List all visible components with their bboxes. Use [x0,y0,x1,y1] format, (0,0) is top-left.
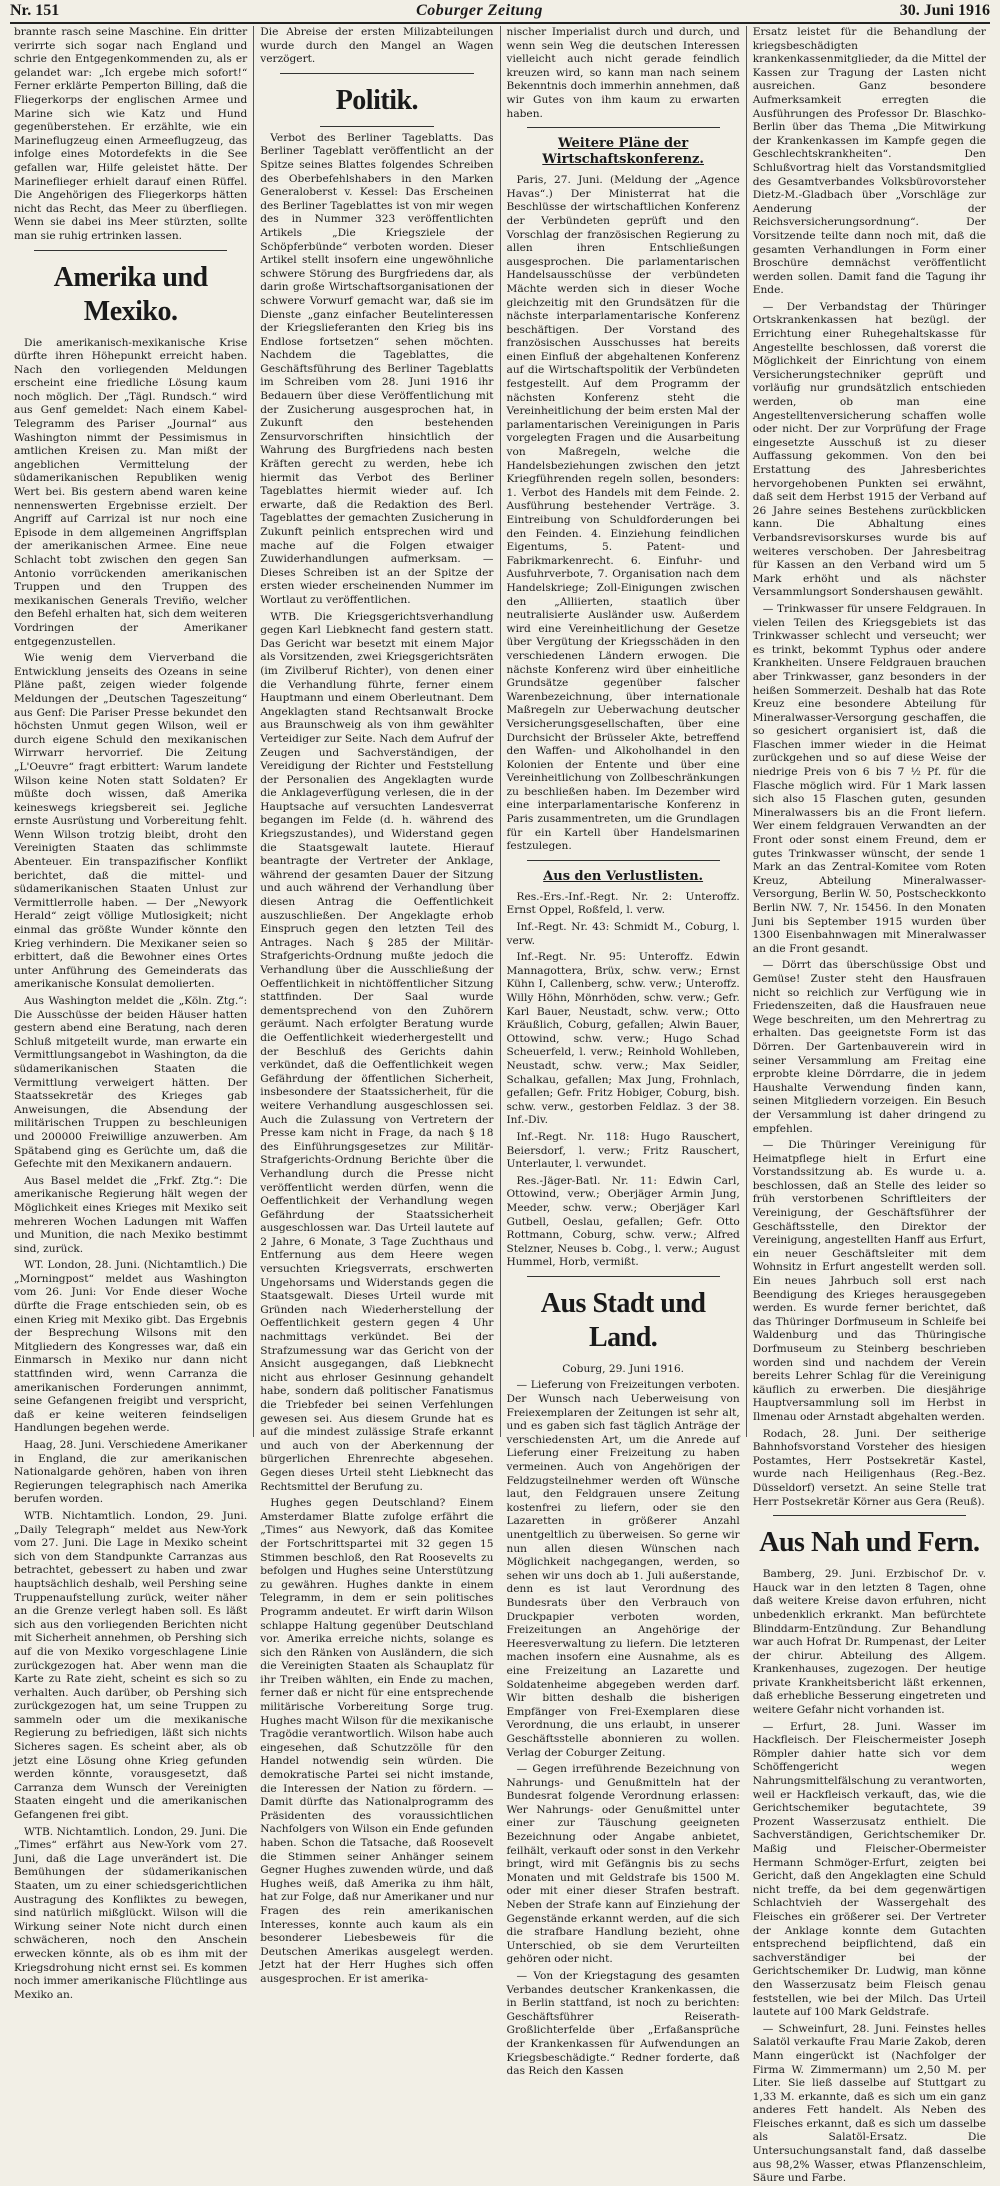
article-paragraph: — Trinkwasser für unsere Feldgrauen. In vielen Teilen des Kriegsgebiets ist das Trinkwasser schlecht und verseucht; wer es trinkt, bekommt Typhus oder andere Krankheiten. Unsere Feldgrauen brauchen aber Trinkwasser, ganz besonders in der heißen Sommerzeit. Deshalb hat das Rote Kreuz eine besondere Abteilung für Mineralwasser-Versorgung geschaffen, die so gesichert organisiert ist, daß die Flaschen immer wieder in die Heimat zurückgehen und so auf diese Weise der niedrige Preis von 6 bis 7 ½ Pf. für die Flasche möglich wird. Für 1 Mark lassen sich also 15 Flaschen guten, gesunden Mineralwassers bis an die Front liefern. Wer einem feldgrauen Verwandten an der Front oder sonst einem Freund, dem er gutes Trinkwasser wünscht, der sende 1 Mark an das Zentral-Komitee vom Roten Kreuz, Abteilung Mineralwasser-Versorgung, Berlin W. 50, Postscheckkonto Berlin NW. 7, Nr. 15456. In den Monaten Juni bis September 1915 wurden über 1300 Eisenbahnwagen mit Mineralwasser an die Front gesandt. [752,602,986,955]
article-paragraph: Aus Washington meldet die „Köln. Ztg.“: Die Ausschüsse der beiden Häuser hatten gestern abend eine Beratung, nach deren Schluß mitgeteilt wurde, man erwarte ein Vermittlungsangebot in Washington, da die südamerikanischen Staaten die Vermittlung verweigert hätten. Der Staatssekretär des Krieges gab Anweisungen, die Absendung der militärischen Truppen zu beschleunigen und 200000 Freiwillige anzuwerben. Am Spätabend ging es Gerüchte um, daß die Gefechte mit den Mexikanern andauern. [14,995,248,1171]
column-4 [747,26,992,2185]
section-heading-stadt-und-land: Aus Stadt und Land. [540,1287,706,1353]
article-paragraph: Rodach, 28. Juni. Der seitherige Bahnhofsvorstand Vorsteher des hiesigen Postamtes, Herr Postsekretär Kastel, wurde nach Heiligenhaus (Reg.-Bez. Düsseldorf) versetzt. An seine Stelle trat Herr Postsekretär Körner aus Gera (Reuß). [752,1427,986,1508]
section-heading-politik: Politik. [335,84,419,116]
divider [527,1276,720,1277]
article-paragraph: Hughes gegen Deutschland? Einem Amsterdamer Blatte zufolge erfährt die „Times“ aus Newyork, daß das Komitee der Fortschrittspartei mit 32 gegen 15 Stimmen beschloß, den Rat Roosevelts zu befolgen und Hughes seine Unterstützung zu gewähren. Hughes dankte in einem Telegramm, in dem er sein politisches Programm andeutet. Er wirft darin Wilson schlappe Haltung gegenüber Deutschland vor. Amerika erreiche nichts, solange es sich den Ränken von Ausländern, die sich die Vereinigten Staaten als Schauplatz für ihr Treiben wählten, ein Ende zu machen, ferner daß er nicht für eine entsprechende militärische Vorbereitung Sorge trug. Hughes macht Wilson für die mexikanische Tragödie verantwortlich. Wilson habe auch eingesehen, daß Schutzzölle für den Handel notwendig sein würden. Die demokratische Partei sei nicht imstande, die Interessen der Nation zu fördern. — Damit dürfte das Nationalprogramm des Präsidenten des voraussichtlichen Nachfolgers von Wilson ein Ende gefunden haben. Schon die Tatsache, daß Roosevelt die Stimmen seiner Anhänger seinem Gegner Hughes zuwenden würde, und daß Hughes weiß, daß Amerika zu ihm hält, hat zur Folge, daß nur Amerikaner und nur Fragen des rein amerikanischen Interesses, konnte auch kaum als ein besonderer Liebesbeweis für die Deutschen Amerikas ausgelegt werden. Jetzt hat der Herr Hughes sich offen ausgesprochen. Er ist amerika- [260,1497,494,1985]
article-paragraph: Verbot des Berliner Tageblatts. Das Berliner Tageblatt veröffentlicht an der Spitze seines Blattes folgendes Schreiben des Oberbefehlshabers in den Marken Generaloberst v. Kessel: Das Erscheinen des Berliner Tageblattes ist von mir wegen des in Nummer 323 veröffentlichten Artikels „Die Kriegsziele der Schöpferbünde“ verboten worden. Dieser Artikel stellt insofern eine ungewöhnliche schwere Störung des Burgfriedens dar, als darin große Wirtschaftsorganisationen der schwere Vorwurf gemacht war, daß sie im Dienste „ganz einfacher Beutelinteressen der Kriegslieferanten den Krieg bis ins Endlose fortsetzen“ sehen möchten. Nachdem die Tageblattes, die Geschäftsführung des Berliner Tageblatts im Schreiben vom 28. Juni 1916 ihr Bedauern über diese Veröffentlichung mit der Zusicherung ausgesprochen hat, in Zukunft den bestehenden Zensurvorschriften hinsichtlich der Wahrung des Burgfriedens nach besten Kräften gerecht zu werden, hebe ich hiermit das Verbot des Berliner Tageblattes hiermit wieder auf. Ich erwarte, daß die Redaktion des Berl. Tageblattes der gemachten Zusicherung in Zukunft peinlich entsprechen wird und mache auf die Folgen etwaiger Zuwiderhandlungen aufmerksam. — Dieses Schreiben ist an der Spitze der ersten wieder erscheinenden Nummer im Wortlaut zu veröffentlichen. [260,131,494,606]
dateline: Coburg, 29. Juni 1916. [562,1362,685,1375]
list-item: Inf.-Regt. Nr. 95: Unteroffz. Edwin Mannagottera, Brüx, schw. verw.; Ernst Kühn I, Callenberg, schw. verw.; Unteroffz. Willy Höhn, Mönrhöden, schw. verw.; Gefr. Karl Bauer, Neustadt, schw. verw.; Otto Kräußlich, Coburg, gefallen; Alwin Bauer, Ottowind, schw. verw.; Hugo Schad Scheuerfeld, l. verw.; Reinhold Wohlleben, Neustadt, schw. verw.; Max Seidler, Schalkau, gefallen; Max Jung, Frohnlach, gefallen; Gefr. Fritz Hobiger, Coburg, bish. schw. verw., gestorben Feldlaz. 3 der 38. Inf.-Div. [506,951,740,1127]
article-paragraph: — Von der Kriegstagung des gesamten Verbandes deutscher Krankenkassen, die in Berlin stattfand, ist noch zu berichten: Geschäftsführer Reiserath-Großlichterfelde über „Erfaßansprüche der Krankenkassen für Aufwendungen an Kriegsbeschädigte.“ Redner forderte, daß das Reich den Kassen [506,1970,740,2078]
article-paragraph: — Lieferung von Freizeitungen verboten. Der Wunsch nach Ueberweisung von Freiexemplaren der Zeitungen ist sehr alt, und es gaben sich fast täglich Anträge der verschiedensten Art, um die Anrede auf Lieferung einer Freizeitung zu haben vermeinen. Auch von Angehörigen der Feldzugsteilnehmer werden oft Wünsche laut, den Feldgrauen unsere Zeitung kostenfrei zu liefern, oder sie den Lazaretten in größerer Anzahl unentgeltlich zu überweisen. So gerne wir nun allen diesen Wünschen nach Möglichkeit nachgegangen, werden, so sehen wir uns doch ab 1. Juli außerstande, denn es ist laut Verordnung des Bundesrats über den Verbrauch von Druckpapier verboten worden, Freizeitungen an Angehörige der Heeresverwaltung zu liefern. Die letzteren machen insofern eine Ausnahme, als es eine Freizeitung an Lazarette und Soldatenheime abgegeben werden darf. Wir bitten deshalb die bisherigen Empfänger von Frei-Exemplaren diese Verordnung, die uns erlaubt, in unserer Geschäftsstelle abonnieren zu wollen. Verlag der Coburger Zeitung. [506,1379,740,1759]
list-item: Inf.-Regt. Nr. 43: Schmidt M., Coburg, l. verw. [506,921,740,947]
divider [280,73,473,74]
divider [320,126,433,127]
article-paragraph: — Gegen irreführende Bezeichnung von Nahrungs- und Genußmitteln hat der Bundesrat folgende Verordnung erlassen: Wer Nahrungs- oder Genußmittel unter einer zur Täuschung geeigneten Bezeichnung oder Angabe anbietet, feilhält, verkauft oder sonst in den Verkehr bringt, wird mit Gefängnis bis zu sechs Monaten und mit Geldstrafe bis 1500 M. oder mit einer dieser Strafen bestraft. Neben der Strafe kann auf Einziehung der Gegenstände erkannt werden, auf die sich die strafbare Handlung bezieht, ohne Unterschied, ob sie dem Verurteilten gehören oder nicht. [506,1763,740,1966]
article-paragraph: brannte rasch seine Maschine. Ein dritter verirrte sich sogar nach England und schrie den Entgegenkommenden zu, als er gelandet war: „Ich ergebe mich sofort!“ Ferner erklärte Pemperton Billing, daß die Fliegerkorps der englischen Armee und Marine sich wie Katz und Hund gegenüberstehen. Er erzählte, wie ein Marineflugzeug einen Armeeflugzeug, das infolge eines Motordefekts in die See gefallen war, Hilfe geleistet hätte. Der Marineflieger erhielt darauf einen Rüffel. Die Angehörigen des Fliegerkorps hätten nicht das Recht, das Meer zu überfliegen. Wenn sie dabei ins Meer stürzten, sollte man sie ruhig ertrinken lassen. [14,26,248,242]
article-paragraph: WT. London, 28. Juni. (Nichtamtlich.) Die „Morningpost“ meldet aus Washington vom 26. Juni: Vor Ende dieser Woche dürfte die Frage entschieden sein, ob es einen Krieg mit Mexiko gibt. Das Ergebnis der Besprechung Wilsons mit den Mitgliedern des Kongresses war, daß ein Einmarsch in Mexiko nur dann nicht stattfinden wird, wenn Carranza die amerikanischen Forderungen annimmt, seine Gefangenen freigibt und verspricht, daß er keine weiteren feindseligen Handlungen begehen werde. [14,1259,248,1435]
section-heading-wirtschaftskonferenz: Weitere Pläne der Wirtschaftskonferenz. [542,136,704,168]
divider [527,127,720,128]
list-item: Res.-Ers.-Inf.-Regt. Nr. 2: Unteroffz. Ernst Oppel, Roßfeld, l. verw. [506,890,740,917]
section-heading-nah-und-fern: Aus Nah und Fern. [759,1527,980,1559]
list-item: Res.-Jäger-Batl. Nr. 11: Edwin Carl, Ottowind, verw.; Oberjäger Armin Jung, Meeder, schw. verw.; Oberjäger Karl Gutbell, Oeslau, gefallen; Gefr. Otto Rottmann, Coburg, schw. verw.; Alfred Stelzner, Neuses b. Cobg., l. verw.; August Hummel, Horb, vermißt. [506,1174,740,1269]
article-paragraph: — Schweinfurt, 28. Juni. Feinstes helles Salatöl verkaufte Frau Marie Zakob, deren Mann eingerückt ist (Nachfolger der Firma W. Zimmermann) um 2,50 M. per Liter. Sie ließ dasselbe auf Stuttgart zu 1,33 M. erkannte, daß es sich um ein ganz anderes Fett handelt. Als Neben des Fleisches erkannt, daß es sich um dasselbe als Salatöl-Ersatz. Die Untersuchungsanstalt fand, daß dasselbe aus 98,2% Wasser, etwas Pflanzenschleim, Säure und Farbe. [752,2022,986,2185]
columns [8,26,992,2185]
issue-date: 30. Juni 1916 [899,2,990,19]
article-paragraph: — Dörrt das überschüssige Obst und Gemüse! Zuster steht den Hausfrauen nicht so reichlich zur Verfügung wie in Friedenszeiten, daß die Hausfrauen neue Wege beschreiten, um den Mehrertrag zu erhalten. Das geeignetste Form ist das Dörren. Der Gartenbauverein wird in seiner Versammlung am Freitag eine erprobte kleine Dörrdarre, die in jedem Haushalte Verwendung finden kann, seinen Mitgliedern vorzeigen. Ein Besuch der Versammlung ist daher dringend zu empfehlen. [752,959,986,1135]
column-3 [501,26,747,2078]
divider [34,250,227,251]
article-paragraph: — Der Verbandstag der Thüringer Ortskrankenkassen hat bezügl. der Errichtung einer Ruhegehaltskasse für Angestellte beschlossen, daß vorerst die Möglichkeit der Einrichtung von einem Versicherungstechniker geprüft und vorläufig nur grundsätzlich entschieden werden, ob man eine Angestelltenversicherung schaffen wolle oder nicht. Der zur Vorprüfung der Frage eingesetzte Ausschuß ist zu dieser Auffassung gekommen. Von den bei Erstattung des Jahresberichtes hervorgehobenen Punkten sei erwähnt, daß seit dem Herbst 1915 der Verband auf 26 Jahre seines Bestehens zurückblicken kann. Die Abhaltung eines Verbandsrevisorskurses wurde bis auf weiteres verschoben. Der Jahresbeitrag für Kassen an den Verband wird um 5 Mark erhöht und als nächster Versammlungsort Sondershausen gewählt. [752,300,986,599]
article-paragraph: WTB. Nichtamtlich. London, 29. Juni. „Daily Telegraph“ meldet aus New-York vom 27. Juni. Die Lage in Mexiko scheint sich von dem Standpunkte Carranzas aus betrachtet, gebessert zu haben und zwar hauptsächlich deshalb, weil Pershing seine Truppenaufstellung zurück, weiter näher an die Grenze verlegt haben soll. Es läßt sich aus den vorliegenden Berichten nicht mit Sicherheit annehmen, ob Pershing sich auf die von Mexiko vorgeschlagene Linie zurückgezogen hat. Aber wenn man die Karte zu Rate zieht, scheint es sich so zu verhalten. Auch darüber, ob Pershing sich zurückgezogen hat, um seine Truppen zu sammeln oder um die mexikanische Regierung zu befriedigen, läßt sich nichts Sicheres sagen. Es scheint aber, als ob jetzt eine Lösung ohne Krieg gefunden werden könnte, vorausgesetzt, daß Carranza dem Wunsch der Vereinigten Staaten eingeht und die amerikanischen Gefangenen frei gibt. [14,1509,248,1822]
article-paragraph: — Die Thüringer Vereinigung für Heimatpflege hielt in Erfurt eine Vorstandssitzung ab. Es wurde u. a. beschlossen, daß an Stelle des leider so früh verstorbenen Schriftleiters der Vereinigung, der Geschäftsführer der Geschäftsstelle, den Direktor der Vereinigung, angestellten Hanff aus Erfurt, ein neuer Geschäftsleiter mit dem Wohnsitz in Erfurt angestellt werden soll. Ein neues Jahrbuch soll erst nach Beendigung des Krieges herausgegeben werden. Es wurde ferner berichtet, daß das Thüringer Dorfmuseum in Schleife bei Waldenburg und das Thüringische Dorfmuseum zu Steinberg beschrieben worden sind und nachdem der Verein bereits Lehrer Schlag für die Vereinigung käuflich zu erwerben. Die diesjährige Hauptversammlung soll im Herbst in Ilmenau oder Arnstadt abgehalten werden. [752,1139,986,1423]
article-paragraph: nischer Imperialist durch und durch, und wenn sein Weg die deutschen Interessen vielleicht auch nicht gerade feindlich kreuzen wird, so kann man nach seinem Bekenntnis doch immerhin annehmen, daß wir Gutes von ihm kaum zu erwarten haben. [506,26,740,120]
article-paragraph: Aus Basel meldet die „Frkf. Ztg.“: Die amerikanische Regierung hält wegen der Möglichkeit eines Krieges mit Mexiko seit mehreren Wochen Ladungen mit Waffen und Munition, die nach Mexiko bestimmt sind, zurück. [14,1174,248,1255]
divider [527,860,720,861]
issue-number: Nr. 151 [10,2,60,19]
list-item: Inf.-Regt. Nr. 118: Hugo Rauschert, Beiersdorf, l. verw.; Fritz Rauschert, Unterlauter, l. verwundet. [506,1130,740,1171]
section-heading-amerika: Amerika und Mexiko. [53,261,208,327]
article-paragraph: WTB. Die Kriegsgerichtsverhandlung gegen Karl Liebknecht fand gestern statt. Das Gericht war besetzt mit einem Major als Vorsitzenden, zwei Kriegsgerichtsräten (im Zivilberuf Richter), von denen einer die Verhandlung führte, ferner einem Hauptmann und einem Oberleutnant. Dem Angeklagten stand Rechtsanwalt Brocke aus Braunschweig als von ihm gewählter Verteidiger zur Seite. Nach dem Aufruf der Zeugen und Sachverständigen, der Vereidigung der Richter und Feststellung der Personalien des Angeklagten wurde die Anklageverfügung verlesen, die in der Hauptsache auf versuchten Landesverrat begangen im Felde (d. h. während des Kriegszustandes), und Widerstand gegen die Staatsgewalt lautete. Hierauf beantragte der Vertreter der Anklage, während der gesamten Dauer der Sitzung und auch während der Verhandlung über diesen Antrag die Oeffentlichkeit auszuschließen. Der Angeklagte erhob Einspruch gegen den letzten Teil des Antrages. Nach § 285 der Militär-Strafgerichts-Ordnung mußte jedoch die Verhandlung über die Ausschließung der Oeffentlichkeit in nichtöffentlicher Sitzung stattfinden. Der Saal wurde dementsprechend von den Zuhörern geräumt. Nach erfolgter Beratung wurde die Oeffentlichkeit wiederhergestellt und der Beschluß des Gerichts dahin verkündet, daß die Oeffentlichkeit wegen Gefährdung der öffentlichen Sicherheit, insbesondere der Staatssicherheit, für die weitere Verhandlung ausgeschlossen sei. Auch die Zulassung von Vertretern der Presse kam nicht in Frage, da nach § 18 des Einführungsgesetzes zur Militär-Strafgerichts-Ordnung Berichte über die Verhandlung durch die Presse nicht veröffentlicht werden dürfen, wenn die Oeffentlichkeit der Verhandlung wegen Gefährdung der Staatssicherheit ausgeschlossen war. Das Urteil lautete auf 2 Jahre, 6 Monate, 3 Tage Zuchthaus und Entfernung aus dem Heere wegen versuchten Kriegsverrats, erschwerten Ungehorsams und Widerstands gegen die Staatsgewalt. Dieses Urteil wurde mit Gründen nach Wiederherstellung der Oeffentlichkeit gestern gegen 4 Uhr nachmittags verkündet. Bei der Strafzumessung war das Gericht von der Ansicht ausgegangen, daß Liebknecht nicht aus ehrloser Gesinnung gehandelt habe, sondern daß politischer Fanatismus die Triebfeder bei seinen Verfehlungen gewesen sei. Aus diesem Grunde hat es auf die mindest zulässige Strafe erkannt und auch von der Aberkennung der bürgerlichen Ehrenrechte abgesehen. Gegen dieses Urteil steht Liebknecht das Rechtsmittel der Berufung zu. [260,610,494,1493]
article-paragraph: Wie wenig dem Vierverband die Entwicklung jenseits des Ozeans in seine Pläne paßt, zeigen wieder folgende Meldungen der „Deutschen Tageszeitung“ aus Genf: Die Pariser Presse bekundet den höchsten Unmut gegen Wilson, weil er durch eigene Schuld den mexikanischen Wirrwarr hervorrief. Die Zeitung „L'Oeuvre“ fragt erbittert: Warum landete Wilson keine Noten statt Soldaten? Er müßte doch wissen, daß Amerika keineswegs kriegsbereit sei. Jegliche ernste Ausrüstung und Vorbereitung fehlt. Wenn Wilson trotzig bleibt, droht den Vereinigten Staaten das schlimmste Abenteuer. Ein transpazifischer Konflikt berichtet, daß die mittel- und südamerikanischen Staaten Unlust zur Vermittlerrolle haben. — Der „Newyork Herald“ zeigt völlige Mutlosigkeit; nicht einmal das größte Wunder könnte den Krieg verhindern. Die Mexikaner seien so erbittert, daß die Bewohner eines Ortes unter Anführung des Gemeinderats das amerikanische Konsulat demolierten. [14,652,248,991]
article-paragraph: Haag, 28. Juni. Verschiedene Amerikaner in England, die zur amerikanischen Nationalgarde gehören, haben von ihren Regierungen telegraphisch nach Amerika berufen worden. [14,1439,248,1506]
article-paragraph: Bamberg, 29. Juni. Erzbischof Dr. v. Hauck war in den letzten 8 Tagen, ohne daß weitere Kreise davon erfuhren, nicht unbedenklich erkrankt. Man befürchtete Blinddarm-Entzündung. Zur Behandlung war auch Hofrat Dr. Rumpenast, der Leiter der chirur. Abteilung des Allgem. Krankenhauses, zugezogen. Der heutige private Krankheitsbericht läßt erkennen, daß erhebliche Besserung eingetreten und weitere Gefahr nicht vorhanden ist. [752,1568,986,1717]
article-paragraph: — Erfurt, 28. Juni. Wasser im Hackfleisch. Der Fleischermeister Joseph Römpler dahier hatte sich vor dem Schöffengericht wegen Nahrungsmittelfälschung zu verantworten, weil er Hackfleisch verkauft, das, wie die Gerichtschemiker begutachtete, 39 Prozent Wasserzusatz enthielt. Die Sachverständigen, Gerichtschemiker Dr. Maßig und Fleischer-Obermeister Hermann Schmöger-Erfurt, zeigten bei Gericht, daß den Angeklagten eine Schuld nicht treffe, da bei dem gegenwärtigen Schlachtvieh der Wassergehalt des Fleisches ein größerer sei. Der Vertreter der Anklage konnte dem Gutachten entsprechend beipflichtend, daß ein sachverständiger bei der Gerichtschemiker Dr. Ludwig, man könne den Wasserzusatz beim Fleisch genau feststellen, wie bei der Milch. Das Urteil lautete auf 100 Mark Geldstrafe. [752,1720,986,2019]
article-paragraph: Paris, 27. Juni. (Meldung der „Agence Havas“.) Der Ministerrat hat die Beschlüsse der wirtschaftlichen Konferenz der Verbündeten geprüft und den Vorschlag der französischen Regierung zu allen ihren Entschließungen ausgesprochen. Die parlamentarischen Handelsausschüsse der verbündeten Mächte werden sich in dieser Woche gleichzeitig mit den Grundsätzen für die nächste interparlamentarische Konferenz beschäftigen. Der Vorstand des französischen Ausschusses hat bereits einen Einfluß der abgehaltenen Konferenz auf die Wirtschaftspolitik der Verbündeten festgestellt. Auf dem Programm der nächsten Konferenz steht die Vereinheitlichung der beim ersten Mal der parlamentarischen Vereinigungen in Paris vorgelegten Fragen und die Ausarbeitung von Maßregeln, welche die Handelsbeziehungen zwischen den jetzt Kriegführenden regeln sollen, besonders: 1. Verbot des Handels mit dem Feinde. 2. Ausführung bestehender Verträge. 3. Eintreibung von Schuldforderungen bei den Feinden. 4. Einziehung feindlichen Eigentums, 5. Patent- und Fabrikmarkenrecht. 6. Einfuhr- und Ausfuhrverbote, 7. Organisation nach dem Handelskriege; Zoll-Einigungen zwischen den „Alliierten, staatlich über neutralisierte Ausländer usw. Außerdem wird eine Vereinheitlichung der Gesetze über Vergütung der Kriegsschäden in den verschiedenen Ländern erwogen. Die nächste Konferenz wird über einheitliche Grundsätze gegenüber falscher Warenbezeichnung, über internationale Maßregeln zur Ueberwachung deutscher Versicherungsgesellschaften, über eine Durchsicht der Brüsseler Akte, betreffend den Waffen- und Alkoholhandel in den Kolonien der Entente und über eine Vereinheitlichung von Zollbeschränkungen zu beschließen haben. Im Dezember wird eine interparlamentarische Konferenz in Paris zusammentreten, um die Grundlagen für ein Kartell über Handelsmarinen festzulegen. [506,174,740,853]
masthead [10,0,990,24]
column-2 [254,26,500,1985]
paper-name: Coburger Zeitung [416,2,543,19]
article-paragraph: Die Abreise der ersten Milizabteilungen wurde durch den Mangel an Wagen verzögert. [260,26,494,66]
article-paragraph: WTB. Nichtamtlich. London, 29. Juni. Die „Times“ erfährt aus New-York vom 27. Juni, daß die Lage unverändert ist. Die Bemühungen der südamerikanischen Staaten, um zu einer schiedsgerichtlichen Austragung des Konfliktes zu bewegen, sind natürlich mißglückt. Wilson will die Wirkung seiner Note nicht durch einen schwächeren, noch den Anschein erwecken könnte, als ob es ihm mit der Kriegsdrohung nicht ernst sei. Es kommen noch immer amerikanische Flüchtlinge aus Mexiko an. [14,1825,248,2001]
divider [773,1515,966,1516]
article-paragraph: Ersatz leistet für die Behandlung der kriegsbeschädigten krankenkassenmitglieder, da die Mittel der Kassen zur Tragung der Lasten nicht ausreichen. Ganz besondere Aufmerksamkeit erregten die Ausführungen des Professor Dr. Blaschko-Berlin über das Thema „Die Mitwirkung der Krankenkassen im Kampfe gegen die Geschlechtskrankheiten“. Den Schlußvortrag hielt das Vorstandsmitglied des Gesamtverbandes Volksbürovorsteher Dietz-M.-Gladbach über „Vorschläge zur Aenderung der Reichsversicherungsordnung“. Der Vorsitzende teilte dann noch mit, daß die gesamten Verhandlungen in Form einer Broschüre demnächst veröffentlicht werden sollen. Damit fand die Tagung ihr Ende. [752,26,986,297]
column-1 [8,26,254,2001]
article-paragraph: Die amerikanisch-mexikanische Krise dürfte ihren Höhepunkt erreicht haben. Nach den vorliegenden Meldungen erscheint eine friedliche Lösung kaum noch möglich. Der „Tägl. Rundsch.“ wird aus Genf gemeldet: Nach einem Kabel-Telegramm des Pariser „Journal“ aus Washington nimmt der Pessimismus in amtlichen Kreisen zu. Man mißt der angeblichen Vermittelung der südamerikanischen Republiken wenig Wert bei. Bis gestern abend waren keine nennenswerten Ergebnisse erzielt. Der Angriff auf Carrizal ist nur noch eine Episode in dem allgemeinen Angriffsplan der amerikanischen Armee. Eine neue Schlacht tobt zwischen den gegen San Antonio vorrückenden amerikanischen Truppen und den Truppen des mexikanischen Generals Treviño, welcher den Befehl erhalten hat, sich dem weiteren Vordringen der Amerikaner entgegenzustellen. [14,336,248,648]
section-heading-verlustlisten: Aus den Verlustlisten. [543,868,704,884]
